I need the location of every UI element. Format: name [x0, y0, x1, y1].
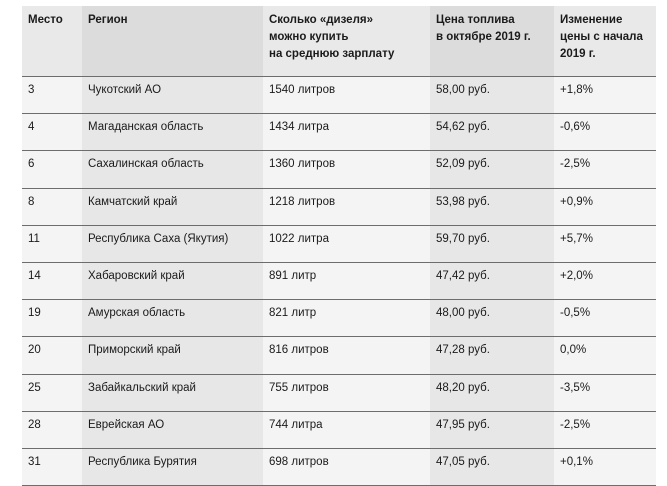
- cell-rank: 20: [22, 337, 82, 374]
- table-row: [22, 337, 656, 374]
- cell-rank: 19: [22, 300, 82, 337]
- cell-region: Хабаровский край: [82, 262, 263, 299]
- cell-change: +2,0%: [554, 262, 656, 299]
- cell-price: 53,98 руб.: [430, 188, 554, 225]
- cell-price: 52,09 руб.: [430, 151, 554, 188]
- table-row: [22, 188, 656, 225]
- table-row: [22, 300, 656, 337]
- cell-price: 47,95 руб.: [430, 411, 554, 448]
- table-body: [22, 77, 656, 486]
- table-row: [22, 225, 656, 262]
- cell-liters: 1434 литра: [263, 114, 430, 151]
- cell-liters: 1022 литра: [263, 225, 430, 262]
- cell-price: 47,42 руб.: [430, 262, 554, 299]
- cell-change: -3,5%: [554, 374, 656, 411]
- table-row: [22, 77, 656, 114]
- cell-region: Республика Бурятия: [82, 448, 263, 485]
- cell-rank: 14: [22, 262, 82, 299]
- cell-rank: 3: [22, 77, 82, 114]
- cell-price: 47,28 руб.: [430, 337, 554, 374]
- cell-liters: 755 литров: [263, 374, 430, 411]
- cell-price: 47,05 руб.: [430, 448, 554, 485]
- header-liters: Сколько «дизеля» можно купить на среднюю зарплату: [263, 6, 430, 77]
- cell-price: 48,20 руб.: [430, 374, 554, 411]
- cell-rank: 25: [22, 374, 82, 411]
- cell-price: 54,62 руб.: [430, 114, 554, 151]
- cell-change: +0,1%: [554, 448, 656, 485]
- cell-liters: 744 литра: [263, 411, 430, 448]
- cell-region: Республика Саха (Якутия): [82, 225, 263, 262]
- cell-region: Забайкальский край: [82, 374, 263, 411]
- cell-liters: 698 литров: [263, 448, 430, 485]
- cell-region: Сахалинская область: [82, 151, 263, 188]
- cell-rank: 28: [22, 411, 82, 448]
- cell-region: Камчатский край: [82, 188, 263, 225]
- cell-region: Магаданская область: [82, 114, 263, 151]
- cell-liters: 821 литр: [263, 300, 430, 337]
- header-region: Регион: [82, 6, 263, 77]
- cell-liters: 1540 литров: [263, 77, 430, 114]
- cell-rank: 31: [22, 448, 82, 485]
- cell-liters: 1218 литров: [263, 188, 430, 225]
- cell-rank: 11: [22, 225, 82, 262]
- header-change: Изменение цены с начала 2019 г.: [554, 6, 656, 77]
- cell-price: 58,00 руб.: [430, 77, 554, 114]
- cell-region: Амурская область: [82, 300, 263, 337]
- table-row: [22, 374, 656, 411]
- table-row: [22, 448, 656, 485]
- cell-change: -2,5%: [554, 411, 656, 448]
- cell-region: Приморский край: [82, 337, 263, 374]
- cell-liters: 891 литр: [263, 262, 430, 299]
- cell-liters: 1360 литров: [263, 151, 430, 188]
- cell-rank: 6: [22, 151, 82, 188]
- cell-change: -0,6%: [554, 114, 656, 151]
- cell-region: Еврейская АО: [82, 411, 263, 448]
- cell-liters: 816 литров: [263, 337, 430, 374]
- cell-region: Чукотский АО: [82, 77, 263, 114]
- table-row: [22, 411, 656, 448]
- cell-change: 0,0%: [554, 337, 656, 374]
- cell-change: +5,7%: [554, 225, 656, 262]
- header-rank: Место: [22, 6, 82, 77]
- cell-price: 59,70 руб.: [430, 225, 554, 262]
- cell-change: -0,5%: [554, 300, 656, 337]
- table-row: [22, 151, 656, 188]
- cell-price: 48,00 руб.: [430, 300, 554, 337]
- cell-rank: 4: [22, 114, 82, 151]
- header-price: Цена топлива в октябре 2019 г.: [430, 6, 554, 77]
- cell-change: -2,5%: [554, 151, 656, 188]
- diesel-affordability-table: [22, 6, 656, 486]
- table-row: [22, 262, 656, 299]
- table-row: [22, 114, 656, 151]
- cell-change: +0,9%: [554, 188, 656, 225]
- cell-change: +1,8%: [554, 77, 656, 114]
- table-header-row: [22, 6, 656, 77]
- cell-rank: 8: [22, 188, 82, 225]
